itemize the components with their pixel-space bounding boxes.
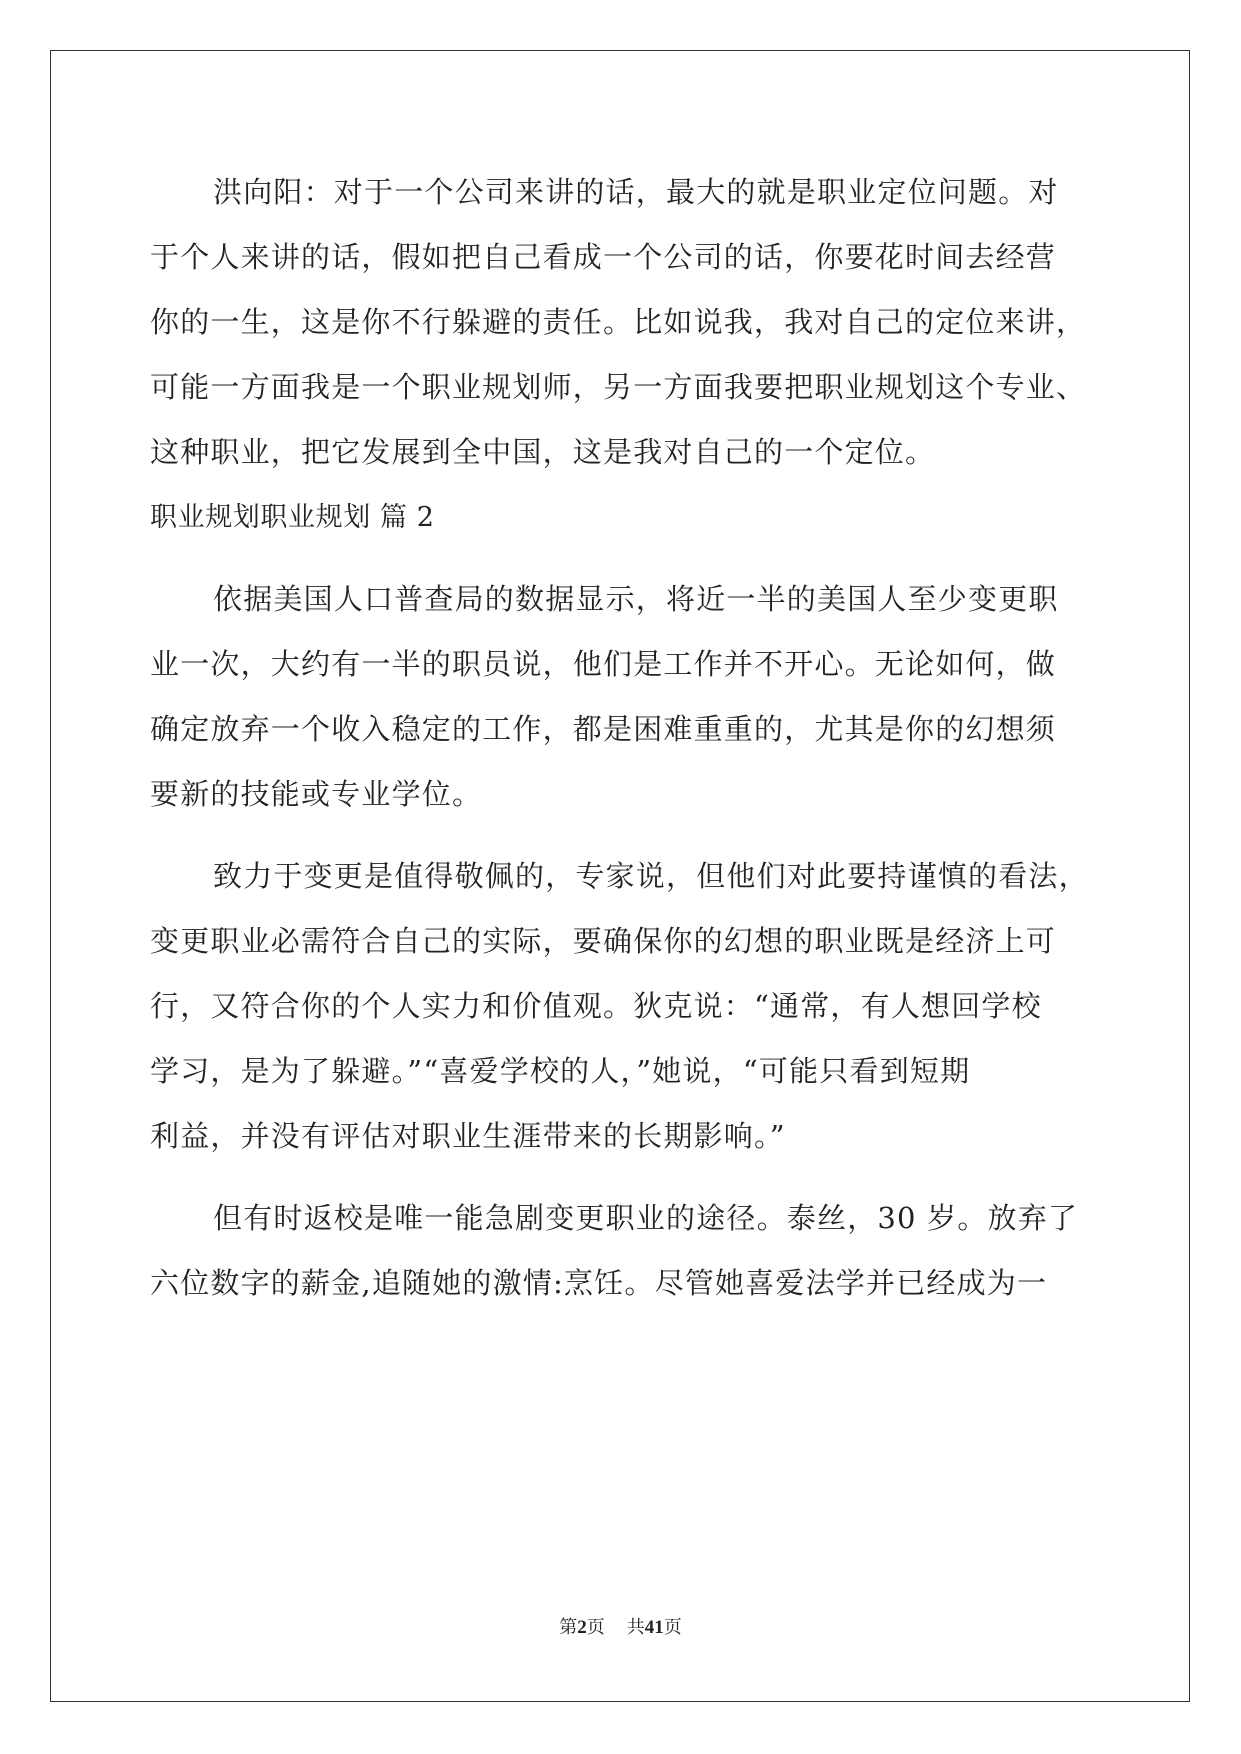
paragraph-line: 依据美国人口普查局的数据显示，将近一半的美国人至少变更职: [213, 582, 1059, 616]
total-pages: 41: [644, 1617, 664, 1638]
paragraph-line: 学习，是为了躲避。”“喜爱学校的人，”她说，“可能只看到短期: [150, 1054, 971, 1088]
paragraph-1: [150, 160, 1090, 485]
paragraph-line: 洪向阳：对于一个公司来讲的话，最大的就是职业定位问题。对: [213, 175, 1059, 209]
paragraph-line: 要新的技能或专业学位。: [150, 777, 483, 811]
paragraph-line: 利益，并没有评估对职业生涯带来的长期影响。”: [150, 1119, 786, 1153]
paragraph-line: 这种职业，把它发展到全中国，这是我对自己的一个定位。: [150, 435, 936, 469]
page-prefix: 第: [559, 1617, 578, 1638]
document-body: [150, 160, 1090, 1316]
paragraph-4: [150, 1186, 1090, 1316]
total-prefix: 共: [626, 1617, 645, 1638]
paragraph-line: 于个人来讲的话，假如把自己看成一个公司的话，你要花时间去经营: [150, 240, 1057, 274]
page-footer: [0, 1613, 1241, 1639]
total-suffix: 页: [663, 1617, 682, 1638]
paragraph-line: 致力于变更是值得敬佩的，专家说，但他们对此要持谨慎的看法，: [213, 859, 1089, 893]
paragraph-line: 六位数字的薪金,追随她的激情:烹饪。尽管她喜爱法学并已经成为一: [150, 1266, 1048, 1300]
paragraph-line: 但有时返校是唯一能急剧变更职业的途径。泰丝，30 岁。放弃了: [213, 1201, 1079, 1235]
paragraph-line: 行，又符合你的个人实力和价值观。狄克说：“通常，有人想回学校: [150, 989, 1042, 1023]
section-heading: 职业规划职业规划 篇 2: [150, 502, 435, 533]
paragraph-2: [150, 567, 1090, 827]
page-suffix: 页: [586, 1617, 605, 1638]
paragraph-line: 变更职业必需符合自己的实际，要确保你的幻想的职业既是经济上可: [150, 924, 1057, 958]
paragraph-line: 你的一生，这是你不行躲避的责任。比如说我，我对自己的定位来讲，: [150, 305, 1087, 339]
paragraph-3: [150, 844, 1090, 1169]
paragraph-line: 业一次，大约有一半的职员说，他们是工作并不开心。无论如何，做: [150, 647, 1057, 681]
paragraph-line: 可能一方面我是一个职业规划师，另一方面我要把职业规划这个专业、: [150, 370, 1087, 404]
paragraph-line: 确定放弃一个收入稳定的工作，都是困难重重的，尤其是你的幻想须: [150, 712, 1057, 746]
page-number: 2: [577, 1617, 587, 1638]
